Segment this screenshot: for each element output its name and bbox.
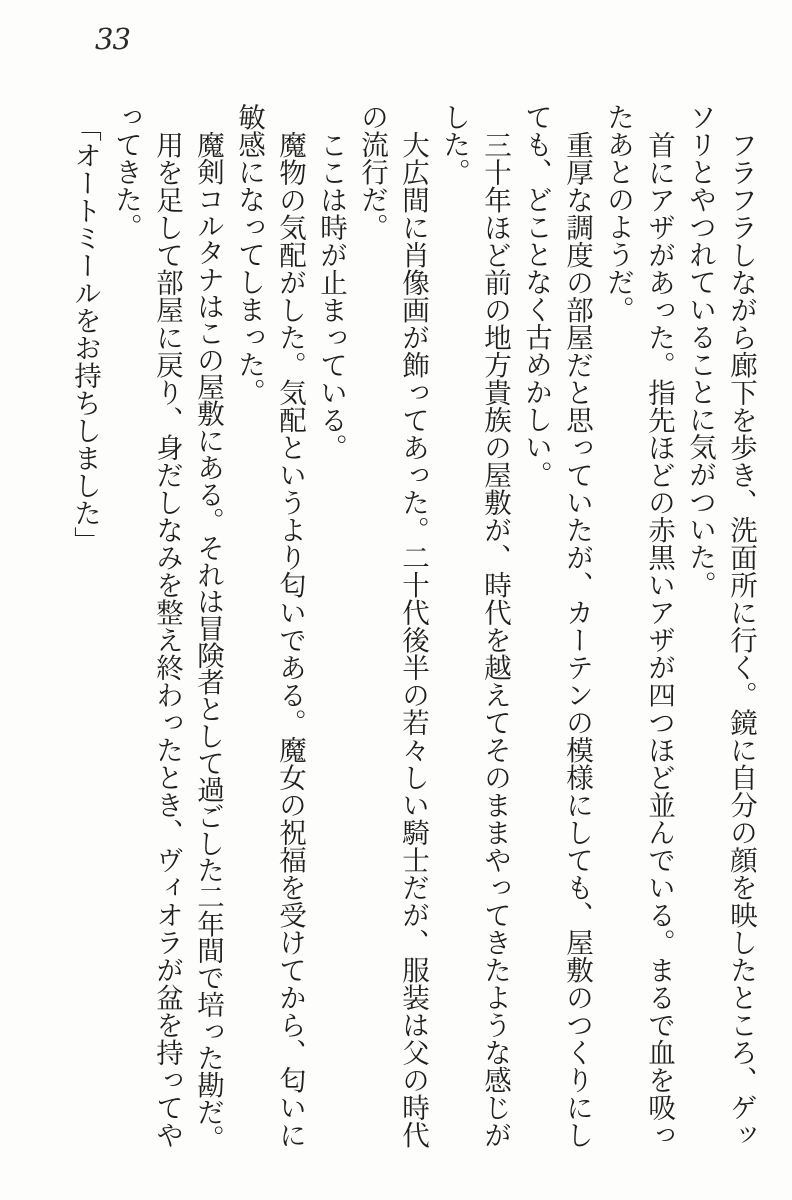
paragraph-room-decor: 重厚な調度の部屋だと思っていたが、カーテンの模様にしても、屋敷のつくりにしても、どことなく古めかしい。 [520,103,593,1148]
page-number: 33 [95,22,130,56]
paragraph-old-mansion: 三十年ほど前の地方貴族の屋敷が、時代を越えてそのままやってきたような感じがした。 [438,103,511,1148]
vertical-text-block [64,103,761,1153]
paragraph-cortana-hunch: 魔剣コルタナはこの屋敷にある。それは冒険者として過ごした二年間で培った勘だ。 [192,130,224,1151]
paragraph-portrait: 大広間に肖像画が飾ってあった。二十代後半の若々しい騎士だが、服装は父の時代の流行だ。 [356,103,429,1148]
paragraph-mirror-scene: フラフラしながら廊下を歩き、洗面所に行く。鏡に自分の顔を映したところ、ゲッソリとやつれていることに気がついた。 [684,103,757,1148]
paragraph-dialogue-oatmeal: 「オートミールをお持ちしました」 [69,114,101,554]
paragraph-bruise: 首にアザがあった。指先ほどの赤黒いアザが四つほど並んでいる。まるで血を吸ったあとのようだ。 [602,103,675,1148]
paragraph-monster-scent: 魔物の気配がした。気配というより匂いである。魔女の祝福を受けてから、匂いに敏感になってしまった。 [233,103,306,1148]
paragraph-time-stopped: ここは時が止まっている。 [315,130,347,461]
paragraph-viola-arrives: 用を足して部屋に戻り、身だしなみを整え終わったとき、ヴィオラが盆を持ってやってきた。 [110,103,183,1148]
